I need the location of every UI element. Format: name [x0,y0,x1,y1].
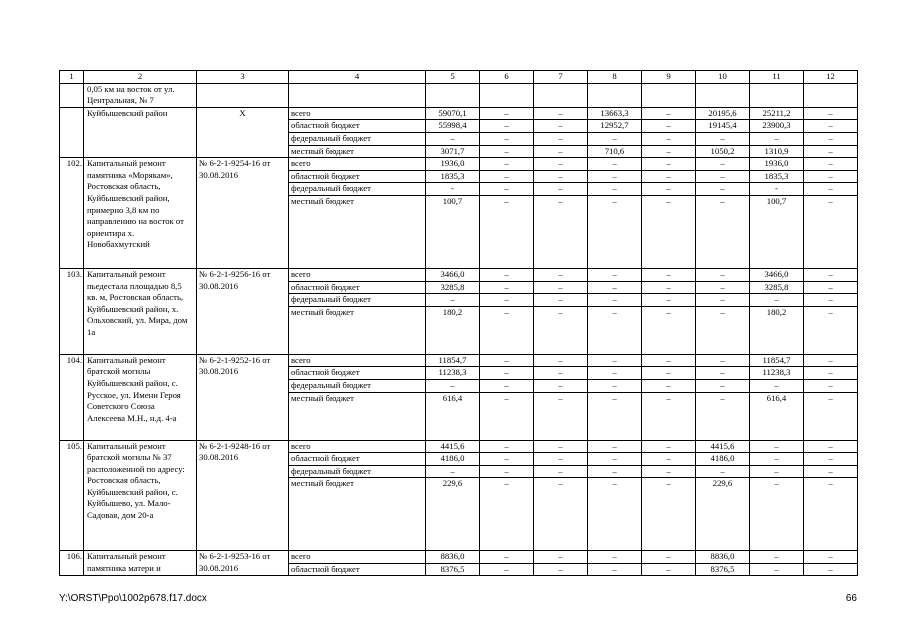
amount-cell: 616,4 [426,392,480,440]
funding-source-label: областной бюджет [289,453,426,466]
column-header-11: 11 [750,71,804,84]
amount-cell: – [588,465,642,478]
row-number [60,83,84,107]
budget-table [59,70,858,576]
amount-cell: – [642,268,696,281]
document-reference: № 6-2-1-9254-16 от 30.08.2016 [197,158,289,269]
amount-cell: 1310,9 [750,145,804,158]
amount-cell: – [534,294,588,307]
amount-cell: – [696,379,750,392]
funding-source-label: федеральный бюджет [289,132,426,145]
amount-cell: – [804,392,858,440]
amount-cell: – [696,306,750,354]
table-row [60,158,858,171]
amount-cell: – [696,195,750,268]
amount-cell: – [480,294,534,307]
amount-cell: 12952,7 [588,120,642,133]
amount-cell: 11854,7 [750,354,804,367]
amount-cell: – [642,120,696,133]
amount-cell: – [534,379,588,392]
amount-cell: – [534,132,588,145]
amount-cell: – [642,132,696,145]
amount-cell: – [480,306,534,354]
amount-cell: – [480,354,534,367]
amount-cell: – [804,440,858,453]
amount-cell: – [642,294,696,307]
amount-cell: – [534,551,588,564]
amount-cell: 8836,0 [426,551,480,564]
amount-cell: – [426,379,480,392]
amount-cell: – [750,551,804,564]
row-number: 105. [60,440,84,551]
amount-cell: – [480,453,534,466]
amount-cell: 1835,3 [426,170,480,183]
funding-source-label: федеральный бюджет [289,379,426,392]
amount-cell: – [804,120,858,133]
funding-source-label: областной бюджет [289,120,426,133]
amount-cell: – [642,453,696,466]
empty-cell [197,83,289,107]
amount-cell: – [642,551,696,564]
amount-cell: – [804,563,858,576]
amount-cell: – [588,563,642,576]
document-reference: Х [197,107,289,157]
funding-source-label: местный бюджет [289,478,426,551]
amount-cell: – [480,563,534,576]
table-row [60,354,858,367]
amount-cell: – [804,145,858,158]
table-row [60,107,858,120]
footer-page-number: 66 [845,593,857,604]
column-header-1: 1 [60,71,84,84]
amount-cell: – [804,453,858,466]
amount-cell: – [534,107,588,120]
funding-source-label: местный бюджет [289,145,426,158]
amount-cell: – [588,132,642,145]
amount-cell: – [480,195,534,268]
amount-cell: – [480,379,534,392]
amount-cell: – [588,268,642,281]
amount-cell: 4415,6 [696,440,750,453]
amount-cell: 4415,6 [426,440,480,453]
funding-source-label: федеральный бюджет [289,183,426,196]
amount-cell: 3466,0 [426,268,480,281]
amount-cell: – [534,453,588,466]
amount-cell: – [534,120,588,133]
amount-cell: – [426,465,480,478]
amount-cell: 8376,5 [426,563,480,576]
amount-cell: – [696,132,750,145]
amount-cell: 1050,2 [696,145,750,158]
funding-source-label: всего [289,354,426,367]
document-reference: № 6-2-1-9248-16 от 30.08.2016 [197,440,289,551]
amount-cell: – [642,158,696,171]
row-number: 106. [60,551,84,576]
amount-cell: – [642,563,696,576]
amount-cell: – [804,281,858,294]
amount-cell: 3285,8 [426,281,480,294]
document-reference: № 6-2-1-9253-16 от 30.08.2016 [197,551,289,576]
column-header-8: 8 [588,71,642,84]
amount-cell: – [534,183,588,196]
amount-cell: – [534,563,588,576]
table-row [60,440,858,453]
amount-cell: – [804,170,858,183]
amount-cell: – [642,145,696,158]
amount-cell: 11238,3 [426,367,480,380]
amount-cell: – [588,453,642,466]
column-header-7: 7 [534,71,588,84]
amount-cell: – [642,379,696,392]
amount-cell: – [480,281,534,294]
amount-cell: – [696,367,750,380]
amount-cell: – [588,379,642,392]
amount-cell: – [480,145,534,158]
funding-source-label: местный бюджет [289,306,426,354]
amount-cell: – [750,465,804,478]
column-header-9: 9 [642,71,696,84]
amount-cell: – [804,183,858,196]
amount-cell: 180,2 [426,306,480,354]
amount-cell: – [588,195,642,268]
column-header-4: 4 [289,71,426,84]
amount-cell: – [750,440,804,453]
amount-cell: – [696,465,750,478]
empty-cell [696,83,750,107]
amount-cell: – [534,465,588,478]
amount-cell: – [588,183,642,196]
amount-cell: – [642,465,696,478]
amount-cell: – [534,158,588,171]
amount-cell: – [426,132,480,145]
empty-cell [426,83,480,107]
row-number [60,107,84,157]
amount-cell: – [588,306,642,354]
amount-cell: – [534,306,588,354]
amount-cell: – [804,294,858,307]
amount-cell: 100,7 [750,195,804,268]
amount-cell: – [696,392,750,440]
amount-cell: – [642,306,696,354]
amount-cell: 1936,0 [426,158,480,171]
empty-cell [750,83,804,107]
amount-cell: 20195,6 [696,107,750,120]
amount-cell: – [642,392,696,440]
amount-cell: – [588,392,642,440]
amount-cell: - [426,183,480,196]
funding-source-label: местный бюджет [289,195,426,268]
header-row [60,71,858,84]
amount-cell: – [588,367,642,380]
funding-source-label: федеральный бюджет [289,294,426,307]
amount-cell: – [696,294,750,307]
amount-cell: – [588,294,642,307]
amount-cell: 1936,0 [750,158,804,171]
amount-cell: 3466,0 [750,268,804,281]
empty-cell [480,83,534,107]
amount-cell: 710,6 [588,145,642,158]
amount-cell: – [588,170,642,183]
amount-cell: – [588,478,642,551]
amount-cell: – [588,440,642,453]
amount-cell: 229,6 [426,478,480,551]
amount-cell: – [480,120,534,133]
amount-cell: – [480,465,534,478]
column-header-3: 3 [197,71,289,84]
object-name: Капитальный ремонт братской могилы № 37 расположенной по адресу: Ростовская область, Куйбышевский район, с. Куйбышево, ул. Мало-Садовая, дом 20-а [84,440,197,551]
amount-cell: – [534,440,588,453]
amount-cell: – [696,183,750,196]
funding-source-label: областной бюджет [289,281,426,294]
empty-cell [804,83,858,107]
funding-source-label: всего [289,268,426,281]
amount-cell: 13663,3 [588,107,642,120]
amount-cell: – [534,145,588,158]
column-header-10: 10 [696,71,750,84]
amount-cell: – [642,107,696,120]
amount-cell: – [480,367,534,380]
amount-cell: 19145,4 [696,120,750,133]
amount-cell: 100,7 [426,195,480,268]
amount-cell: 3285,8 [750,281,804,294]
amount-cell: – [696,354,750,367]
amount-cell: – [750,379,804,392]
amount-cell: – [642,183,696,196]
amount-cell: – [588,551,642,564]
amount-cell: 4186,0 [426,453,480,466]
funding-source-label: всего [289,440,426,453]
row-number: 104. [60,354,84,440]
amount-cell: – [804,367,858,380]
amount-cell: – [642,170,696,183]
amount-cell: – [642,478,696,551]
amount-cell: 25211,2 [750,107,804,120]
amount-cell: 616,4 [750,392,804,440]
object-name: Капитальный ремонт братской могилы Куйбышевский район, с. Русское, ул. Имени Героя Советского Союза Алексеева М.Н., н.д. 4-а [84,354,197,440]
amount-cell: – [804,379,858,392]
amount-cell: – [426,294,480,307]
amount-cell: – [804,132,858,145]
amount-cell: – [696,170,750,183]
object-name: Капитальный ремонт пьедестала площадью 8,5 кв. м, Ростовская область, Куйбышевский район, х. Ольховский, ул. Мира, дом 1а [84,268,197,354]
amount-cell: 59070,1 [426,107,480,120]
amount-cell: 8836,0 [696,551,750,564]
amount-cell: – [480,392,534,440]
amount-cell: – [696,268,750,281]
funding-source-label: всего [289,551,426,564]
amount-cell: – [480,132,534,145]
empty-cell [588,83,642,107]
amount-cell: – [804,465,858,478]
amount-cell: – [750,294,804,307]
amount-cell: – [534,478,588,551]
amount-cell: – [804,268,858,281]
amount-cell: – [750,453,804,466]
amount-cell: 23900,3 [750,120,804,133]
amount-cell: – [480,440,534,453]
amount-cell: 4186,0 [696,453,750,466]
amount-cell: – [804,306,858,354]
amount-cell: – [642,367,696,380]
amount-cell: – [480,158,534,171]
amount-cell: – [480,107,534,120]
object-name: Капитальный ремонт памятника матери и [84,551,197,576]
column-header-6: 6 [480,71,534,84]
document-reference: № 6-2-1-9256-16 от 30.08.2016 [197,268,289,354]
amount-cell: – [750,478,804,551]
amount-cell: – [534,392,588,440]
amount-cell: 180,2 [750,306,804,354]
funding-source-label: всего [289,158,426,171]
amount-cell: – [804,354,858,367]
funding-source-label: федеральный бюджет [289,465,426,478]
continuation-row [60,83,858,107]
table-row [60,268,858,281]
amount-cell: – [588,158,642,171]
amount-cell: – [696,281,750,294]
amount-cell: – [480,183,534,196]
column-header-5: 5 [426,71,480,84]
object-location: 0,05 км на восток от ул. Центральная, № 7 [84,83,197,107]
amount-cell: – [534,367,588,380]
object-name: Капитальный ремонт памятника «Морякам», Ростовская область, Куйбышевский район, примерно 3,8 км по направлению на восток от ориентира х. Новобахмутский [84,158,197,269]
amount-cell: – [534,268,588,281]
amount-cell: 8376,5 [696,563,750,576]
amount-cell: - [750,183,804,196]
amount-cell: – [804,551,858,564]
amount-cell: – [642,440,696,453]
amount-cell: – [642,354,696,367]
amount-cell: – [804,478,858,551]
empty-cell [289,83,426,107]
amount-cell: – [804,195,858,268]
row-number: 103. [60,268,84,354]
column-header-2: 2 [84,71,197,84]
amount-cell: – [480,478,534,551]
amount-cell: – [642,195,696,268]
amount-cell: – [750,563,804,576]
amount-cell: 1835,3 [750,170,804,183]
empty-cell [534,83,588,107]
row-number: 102. [60,158,84,269]
footer-file-path: Y:\ORST\Ppo\1002p678.f17.docx [59,593,207,604]
amount-cell: – [480,170,534,183]
amount-cell: – [534,354,588,367]
amount-cell: – [804,107,858,120]
amount-cell: – [534,281,588,294]
funding-source-label: областной бюджет [289,367,426,380]
table-row [60,551,858,564]
funding-source-label: областной бюджет [289,563,426,576]
amount-cell: – [750,132,804,145]
amount-cell: – [534,195,588,268]
amount-cell: – [588,354,642,367]
document-reference: № 6-2-1-9252-16 от 30.08.2016 [197,354,289,440]
amount-cell: 3071,7 [426,145,480,158]
amount-cell: – [534,170,588,183]
amount-cell: – [480,268,534,281]
amount-cell: 11238,3 [750,367,804,380]
amount-cell: 55998,4 [426,120,480,133]
amount-cell: – [642,281,696,294]
empty-cell [642,83,696,107]
amount-cell: – [588,281,642,294]
funding-source-label: местный бюджет [289,392,426,440]
object-name: Куйбышевский район [84,107,197,157]
amount-cell: – [480,551,534,564]
column-header-12: 12 [804,71,858,84]
funding-source-label: всего [289,107,426,120]
amount-cell: – [696,158,750,171]
funding-source-label: областной бюджет [289,170,426,183]
amount-cell: – [804,158,858,171]
amount-cell: 229,6 [696,478,750,551]
amount-cell: 11854,7 [426,354,480,367]
